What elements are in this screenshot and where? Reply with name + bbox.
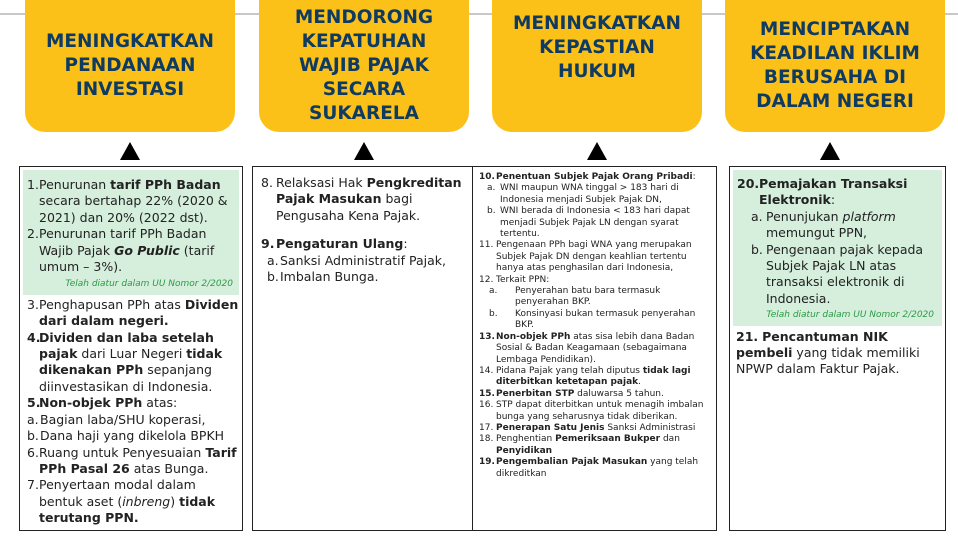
list-item: 6. Ruang untuk Penyesuaian Tarif PPh Pasal 26 atas Bunga. bbox=[27, 444, 237, 476]
list-item: 3. Penghapusan PPh atas Dividen dari dalam negeri. bbox=[27, 296, 239, 329]
list-item: 8. Relaksasi Hak Pengkreditan Pajak Masukan bagi Pengusaha Kena Pajak. bbox=[261, 175, 462, 223]
list-item: 14. Pidana Pajak yang telah diputus tidak lagi diterbitkan ketetapan pajak. bbox=[479, 365, 691, 388]
header-pendanaan-investasi: MENINGKATKAN PENDANAAN INVESTASI bbox=[25, 0, 235, 132]
header-kepatuhan-wajib-pajak: MENDORONG KEPATUHAN WAJIB PAJAK SECARA SUKARELA bbox=[259, 0, 469, 132]
green-highlight-block bbox=[23, 170, 239, 295]
list-item: 9. Pengaturan Ulang: bbox=[261, 236, 408, 252]
arrow-up-icon bbox=[820, 142, 840, 160]
list-item: 18. Penghentian Pemeriksaan Bukper dan Penyidikan bbox=[479, 434, 680, 456]
header-keadilan-iklim-berusaha: MENCIPTAKAN KEADILAN IKLIM BERUSAHA DI DALAM NEGERI bbox=[725, 0, 945, 132]
arrow-up-icon bbox=[587, 142, 607, 160]
list-item: 2. Penurunan tarif PPh Badan Wajib Pajak Go Public (tarif umum – 3%). bbox=[27, 226, 215, 275]
regulation-note: Telah diatur dalam UU Nomor 2/2020 bbox=[766, 310, 934, 321]
green-highlight-block bbox=[733, 170, 942, 326]
box-keadilan-iklim-berusaha bbox=[729, 166, 946, 531]
list-item: 11. Pengenaan PPh bagi WNA yang merupakan Subjek Pajak DN dengan keahlian tertentu hanya atas penghasilan dari Indonesia, bbox=[479, 240, 692, 274]
sub-item: a. Penyerahan batu bara termasuk penyerahan BKP. bbox=[489, 286, 661, 308]
box-kepastian-hukum bbox=[472, 166, 717, 531]
sub-item: a. WNI maupun WNA tinggal > 183 hari di Indonesia menjadi Subjek Pajak DN, bbox=[487, 183, 679, 205]
sub-item: b. Dana haji yang dikelola BPKH bbox=[27, 428, 225, 444]
header-kepastian-hukum: MENINGKATKAN KEPASTIAN HUKUM bbox=[492, 0, 702, 132]
list-item: 4. Dividen dan laba setelah pajak dari Luar Negeri tidak dikenakan PPh sepanjang diinvestasikan di Indonesia. bbox=[27, 329, 223, 394]
box-pendanaan-investasi bbox=[19, 166, 243, 531]
regulation-note: Telah diatur dalam UU Nomor 2/2020 bbox=[65, 279, 233, 290]
list-item: 21. Pencantuman NIK pembeli yang tidak memiliki NPWP dalam Faktur Pajak. bbox=[736, 328, 920, 377]
box-kepatuhan-wajib-pajak bbox=[252, 166, 476, 531]
list-item: 1. Penurunan tarif PPh Badan secara bertahap 22% (2020 & 2021) dan 20% (2022 dst). bbox=[27, 177, 228, 225]
list-item: 12. Terkait PPN: bbox=[479, 274, 550, 285]
list-item: 15. Penerbitan STP daluwarsa 5 tahun. bbox=[479, 388, 664, 399]
list-item: 13. Non-objek PPh atas sisa lebih dana Badan Sosial & Badan Keagamaan (sebagaimana Lembaga Pendidikan). bbox=[479, 331, 695, 365]
list-item: 16. STP dapat diterbitkan untuk menagih imbalan bunga yang seharusnya tidak diberikan. bbox=[479, 400, 704, 422]
list-item: 17. Penerapan Satu Jenis Sanksi Administrasi bbox=[479, 422, 696, 433]
sub-item: b. Imbalan Bunga. bbox=[267, 269, 379, 285]
sub-item: a. Penunjukan platform memungut PPN, bbox=[751, 208, 896, 241]
sub-item: a. Sanksi Administratif Pajak, bbox=[267, 252, 446, 268]
list-body bbox=[20, 295, 242, 527]
list-item: 19. Pengembalian Pajak Masukan yang telah dikreditkan bbox=[479, 457, 699, 479]
sub-item: b. Konsinyasi bukan termasuk penyerahan BKP. bbox=[489, 308, 696, 331]
list-item: 7. Penyertaan modal dalam bentuk aset (inbreng) tidak terutang PPN. bbox=[27, 477, 216, 526]
arrow-up-icon bbox=[354, 142, 374, 160]
list-item: 20. Pemajakan Transaksi Elektronik: bbox=[737, 176, 908, 208]
sub-item: b. WNI berada di Indonesia < 183 hari dapat menjadi Subjek Pajak LN dengan syarat tertentu. bbox=[487, 206, 690, 240]
arrow-up-icon bbox=[120, 142, 140, 160]
list-item: 5. Non-objek PPh atas: bbox=[27, 395, 178, 411]
sub-item: b. Pengenaan pajak kepada Subjek Pajak LN atas transaksi elektronik di Indonesia. bbox=[751, 241, 924, 306]
list-item: 10. Penentuan Subjek Pajak Orang Pribadi: bbox=[479, 172, 696, 182]
sub-item: a. Bagian laba/SHU koperasi, bbox=[27, 411, 206, 427]
